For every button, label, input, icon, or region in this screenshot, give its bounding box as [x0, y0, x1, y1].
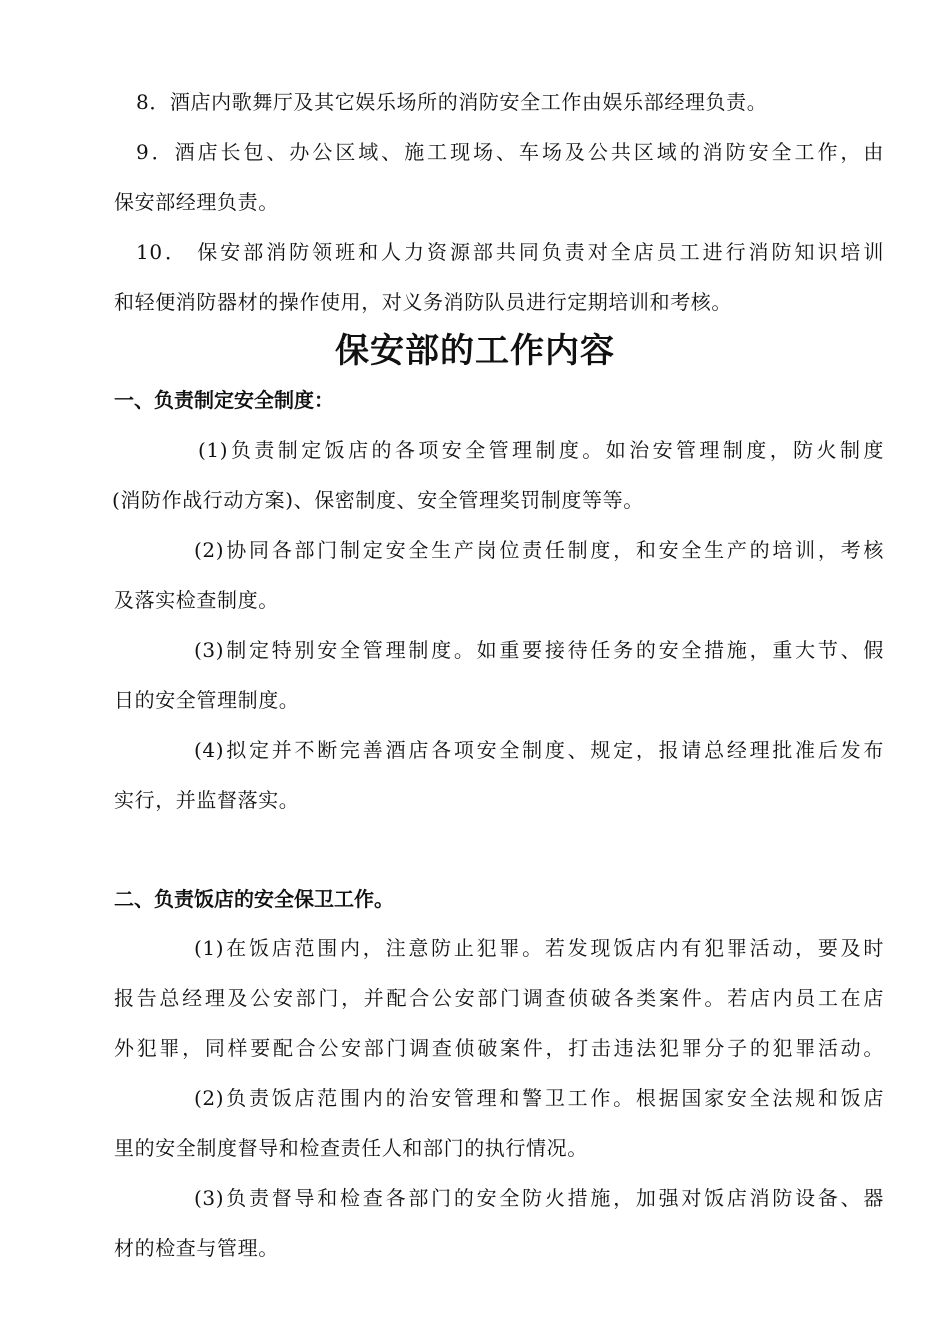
- intro-item-10-cont: 和轻便消防器材的操作使用，对义务消防队员进行定期培训和考核。: [114, 290, 732, 314]
- intro-item-9: 9．酒店长包、办公区域、施工现场、车场及公共区域的消防安全工作，由: [136, 140, 884, 164]
- section1-para2-line2: 及落实检查制度。: [114, 588, 279, 612]
- section1-para4-line1: (4)拟定并不断完善酒店各项安全制度、规定，报请总经理批准后发布: [194, 738, 884, 762]
- section1-para3-line2: 日的安全管理制度。: [114, 688, 300, 712]
- intro-item-10: 10． 保安部消防领班和人力资源部共同负责对全店员工进行消防知识培训: [136, 240, 884, 264]
- section1-para4-line2: 实行，并监督落实。: [114, 788, 300, 812]
- section2-para3-line2: 材的检查与管理。: [114, 1236, 279, 1260]
- section2-para2-line1: (2)负责饭店范围内的治安管理和警卫工作。根据国家安全法规和饭店: [194, 1086, 884, 1110]
- section2-para3-line1: (3)负责督导和检查各部门的安全防火措施，加强对饭店消防设备、器: [194, 1186, 884, 1210]
- page-title: 保安部的工作内容: [335, 331, 615, 371]
- section1-para1-line2: (消防作战行动方案)、保密制度、安全管理奖罚制度等等。: [112, 488, 644, 512]
- section2-para2-line2: 里的安全制度督导和检查责任人和部门的执行情况。: [114, 1136, 588, 1160]
- section-heading-2: 二、负责饭店的安全保卫工作。: [114, 887, 394, 911]
- section2-para1-line2: 报告总经理及公安部门，并配合公安部门调查侦破各类案件。若店内员工在店: [114, 986, 884, 1010]
- intro-item-9-cont: 保安部经理负责。: [114, 190, 279, 214]
- section2-para1-line1: (1)在饭店范围内，注意防止犯罪。若发现饭店内有犯罪活动，要及时: [194, 936, 884, 960]
- section1-para3-line1: (3)制定特别安全管理制度。如重要接待任务的安全措施，重大节、假: [194, 638, 884, 662]
- intro-item-8: 8．酒店内歌舞厅及其它娱乐场所的消防安全工作由娱乐部经理负责。: [136, 90, 768, 114]
- section-heading-1: 一、负责制定安全制度：: [114, 388, 334, 412]
- section1-para2-line1: (2)协同各部门制定安全生产岗位责任制度，和安全生产的培训，考核: [194, 538, 884, 562]
- section2-para1-line3: 外犯罪，同样要配合公安部门调查侦破案件，打击违法犯罪分子的犯罪活动。: [114, 1036, 884, 1060]
- section1-para1-line1: (1)负责制定饭店的各项安全管理制度。如治安管理制度，防火制度: [198, 438, 884, 462]
